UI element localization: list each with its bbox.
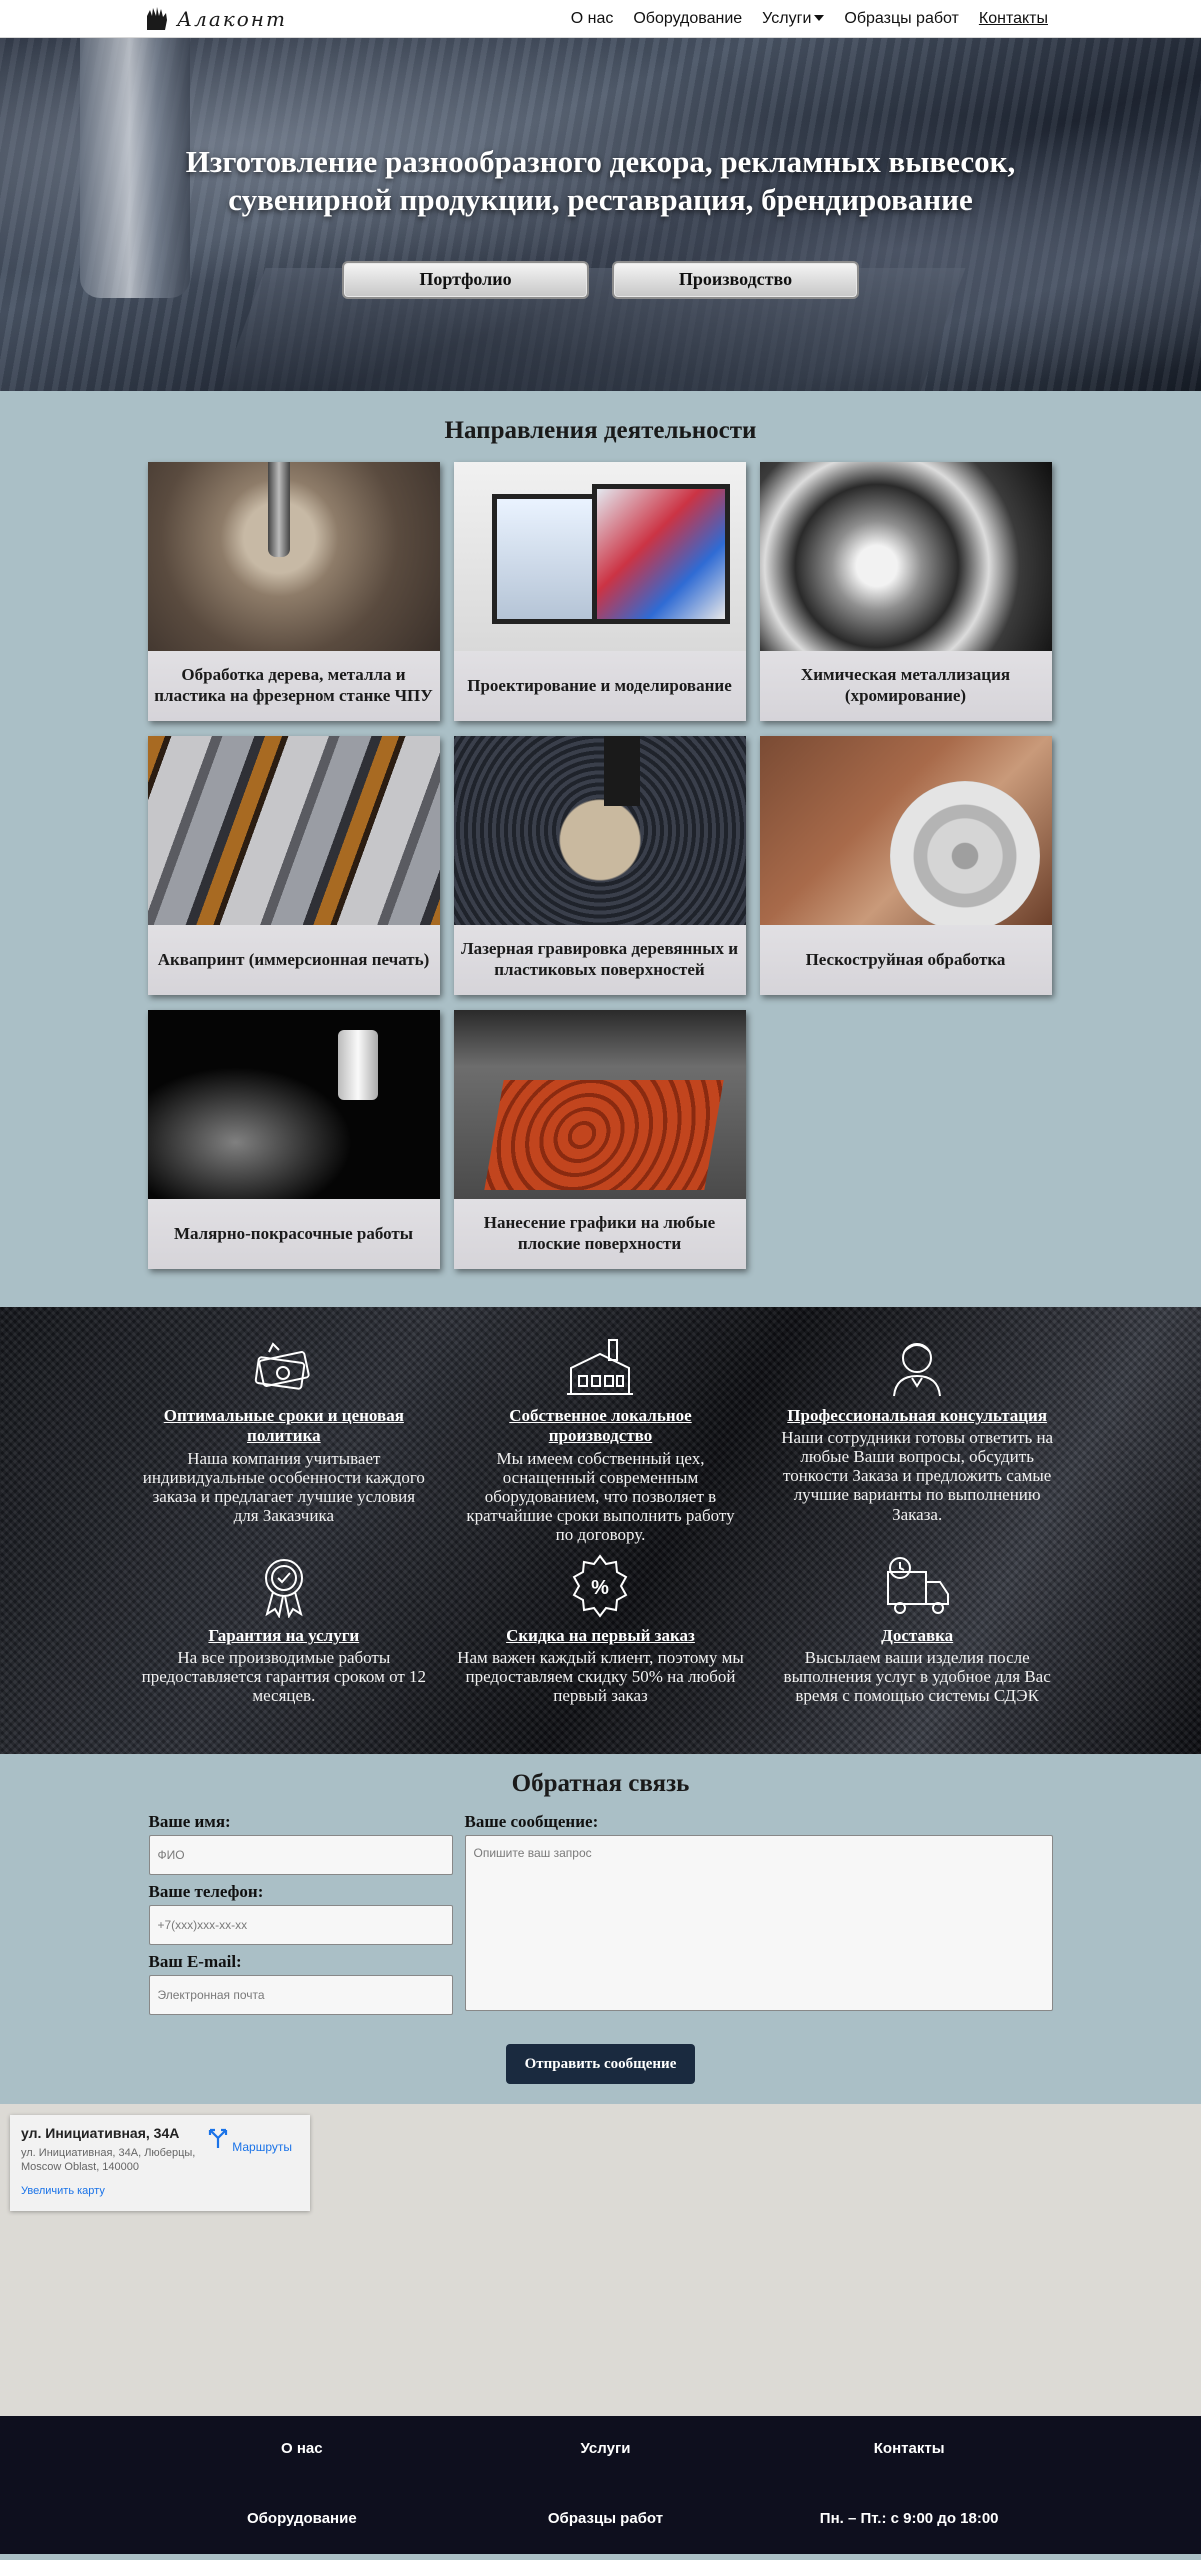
directions-icon — [207, 2127, 229, 2149]
discount-icon — [565, 1554, 635, 1618]
footer-link-services[interactable]: Услуги — [580, 2440, 631, 2457]
message-textarea[interactable]: Опишите ваш запрос — [465, 1835, 1053, 2011]
form-right-column — [465, 1812, 1053, 2022]
service-label: Аквапринт (иммерсионная печать) — [157, 949, 430, 969]
phone-input[interactable]: +7(xxx)xxx-xx-xx — [149, 1905, 453, 1945]
feedback-form — [149, 1812, 1053, 2022]
routes-label: Маршруты — [232, 2140, 292, 2154]
production-button[interactable]: Производство — [612, 261, 859, 299]
advantage-item — [769, 1554, 1066, 1705]
nav-portfolio[interactable]: Образцы работ — [844, 9, 959, 27]
advantage-item — [136, 1554, 433, 1705]
service-card-design[interactable] — [454, 462, 746, 721]
name-label: Ваше имя: — [148, 1812, 231, 1831]
service-image-design — [454, 462, 746, 651]
service-image-aquaprint — [148, 736, 440, 925]
enlarge-map-link[interactable]: Увеличить карту — [21, 2184, 105, 2197]
advantage-title: Оптимальные сроки и ценовая политика — [163, 1406, 404, 1446]
advantage-text: Наши сотрудники готовы ответить на любые Ваши вопросы, обсудить тонкости Заказа и предложить самые лучшие варианты по выполнению Заказа. — [781, 1428, 1054, 1524]
routes-button[interactable] — [207, 2127, 292, 2154]
service-image-chrome — [760, 462, 1052, 651]
message-label: Ваше сообщение: — [464, 1812, 599, 1831]
feedback-section — [0, 1754, 1201, 2104]
service-card-chrome[interactable] — [760, 462, 1052, 721]
service-image-graphics — [454, 1010, 746, 1199]
service-card-painting[interactable] — [148, 1010, 440, 1269]
footer-working-hours: Пн. – Пт.: с 9:00 до 18:00 — [819, 2510, 999, 2527]
service-image-laser — [454, 736, 746, 925]
advantage-item — [136, 1334, 433, 1544]
logo[interactable] — [143, 6, 287, 32]
services-grid — [148, 462, 1054, 1269]
service-card-graphics[interactable] — [454, 1010, 746, 1269]
caret-down-icon — [814, 15, 824, 21]
advantage-title: Скидка на первый заказ — [506, 1625, 695, 1645]
service-image-cnc — [148, 462, 440, 651]
service-label: Нанесение графики на любые плоские поверхности — [483, 1213, 716, 1253]
nav-about[interactable]: О нас — [570, 9, 614, 27]
advantages-section — [0, 1307, 1201, 1754]
email-label: Ваш E-mail: — [148, 1952, 242, 1971]
advantage-text: Высылаем ваши изделия после выполнения услуг в удобное для Вас время с помощью системы СДЭК — [783, 1648, 1051, 1706]
service-label: Малярно-покрасочные работы — [173, 1223, 414, 1243]
hero-title: Изготовление разнообразного декора, рекламных вывесок, сувенирной продукции, реставрация, брендирование — [185, 144, 1016, 217]
advantage-text: На все производимые работы предоставляется гарантия сроком от 12 месяцев. — [141, 1648, 427, 1706]
logo-text: Алаконт — [177, 6, 287, 31]
award-icon — [249, 1554, 319, 1618]
submit-button[interactable]: Отправить сообщение — [506, 2044, 695, 2084]
service-image-sandblast — [760, 736, 1052, 925]
advantage-item — [452, 1554, 749, 1705]
footer — [0, 2416, 1201, 2554]
advantage-item — [452, 1334, 749, 1544]
hero-buttons — [342, 261, 859, 299]
footer-link-equipment[interactable]: Оборудование — [246, 2510, 357, 2527]
footer-link-contacts[interactable]: Контакты — [873, 2440, 945, 2457]
service-label: Пескоструйная обработка — [805, 949, 1006, 969]
service-label: Химическая металлизация (хромирование) — [800, 665, 1011, 705]
advantage-text: Мы имеем собственный цех, оснащенный современным оборудованием, что позволяет в кратчайшие сроки выполнить работу по договору. — [466, 1448, 735, 1544]
service-card-aquaprint[interactable] — [148, 736, 440, 995]
advantage-text: Нам важен каждый клиент, поэтому мы предоставляем скидку 50% на любой первый заказ — [457, 1648, 744, 1706]
portfolio-button[interactable]: Портфолио — [342, 261, 589, 299]
nav-contacts[interactable]: Контакты — [978, 9, 1048, 27]
nav-services-dropdown[interactable] — [762, 10, 824, 28]
services-title: Направления деятельности — [444, 417, 757, 444]
hand-logo-icon — [143, 6, 171, 32]
service-card-sandblast[interactable] — [760, 736, 1052, 995]
navbar — [0, 0, 1201, 38]
service-label: Лазерная гравировка деревянных и пластиковых поверхностей — [460, 939, 739, 979]
service-image-painting — [148, 1010, 440, 1199]
service-label: Проектирование и моделирование — [467, 675, 732, 695]
advantage-text: Наша компания учитывает индивидуальные особенности каждого заказа и предлагает лучшие условия для Заказчика — [142, 1448, 425, 1525]
map-address: ул. Инициативная, 34А, Люберцы, Moscow Oblast, 140000 — [21, 2147, 196, 2174]
advantage-title: Доставка — [881, 1625, 954, 1645]
advantages-grid — [136, 1334, 1066, 1705]
service-card-cnc[interactable] — [148, 462, 440, 721]
map-place-title: ул. Инициативная, 34А — [21, 2125, 180, 2141]
services-section — [0, 391, 1201, 1307]
email-input[interactable]: Электронная почта — [149, 1975, 453, 2015]
name-input[interactable]: ФИО — [149, 1835, 453, 1875]
phone-label: Ваше телефон: — [148, 1882, 264, 1901]
advantage-item — [769, 1334, 1066, 1544]
svg-text:%: % — [591, 1576, 610, 1599]
map-info-card — [10, 2115, 310, 2211]
feedback-title: Обратная связь — [511, 1770, 690, 1797]
advantage-title: Профессиональная консультация — [787, 1406, 1048, 1425]
footer-link-portfolio[interactable]: Образцы работ — [547, 2510, 664, 2527]
footer-link-about[interactable]: О нас — [281, 2440, 323, 2457]
factory-icon — [565, 1334, 635, 1398]
form-left-column — [149, 1812, 453, 2022]
nav-links — [571, 10, 1048, 28]
map-section[interactable] — [0, 2104, 1201, 2416]
money-icon — [249, 1334, 319, 1398]
service-label: Обработка дерева, металла и пластика на фрезерном станке ЧПУ — [154, 665, 433, 705]
delivery-truck-icon — [882, 1554, 952, 1618]
nav-services-label: Услуги — [762, 9, 812, 27]
consultant-icon — [882, 1334, 952, 1398]
advantage-title: Гарантия на услуги — [208, 1625, 360, 1645]
advantage-title: Собственное локальное производство — [509, 1406, 692, 1446]
hero-section — [0, 38, 1201, 391]
service-card-laser[interactable] — [454, 736, 746, 995]
nav-equipment[interactable]: Оборудование — [633, 9, 743, 27]
